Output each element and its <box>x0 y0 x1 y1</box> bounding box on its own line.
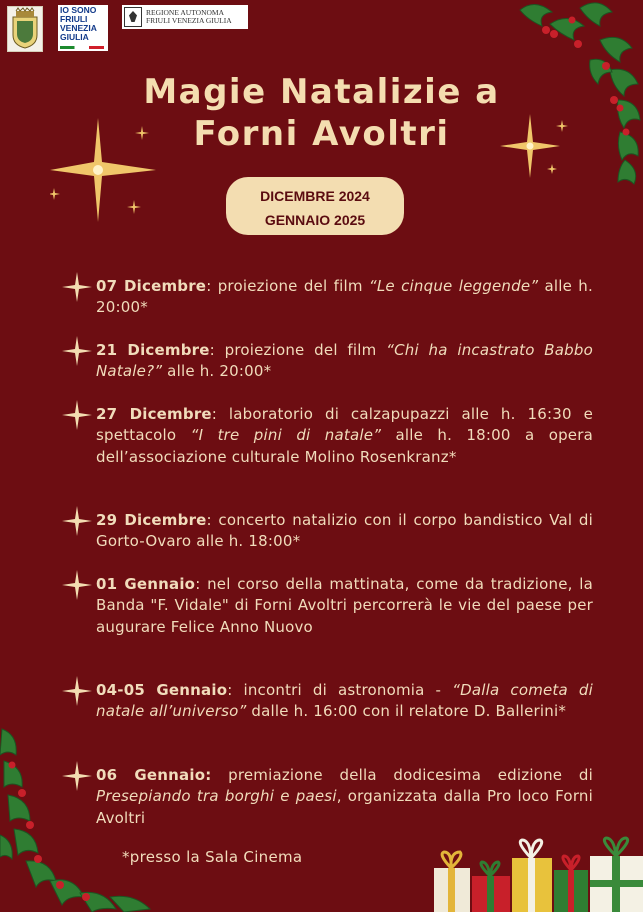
fvg-logo <box>58 5 108 51</box>
event-date: 27 Dicembre <box>96 405 212 423</box>
event-time: alle h. 20:00* <box>96 277 593 317</box>
event-text: : concerto natalizio con il corpo bandistico Val di Gorto-Ovaro alle h. 18:00* <box>96 511 593 551</box>
event-text: : laboratorio di calzapupazzi alle h. 16:30 e spettacolo <box>96 405 593 445</box>
footnote: *presso la Sala Cinema <box>122 848 303 866</box>
event-time: dalle h. 16:00 con il relatore D. Ballerini* <box>246 702 567 721</box>
bullet-sparkle-icon <box>62 336 92 366</box>
event-date: 21 Dicembre <box>96 341 210 359</box>
event-item <box>96 574 593 638</box>
event-date: 29 Dicembre <box>96 511 207 529</box>
event-title: “Chi ha incastrato Babbo Natale?” <box>96 341 593 381</box>
bullet-sparkle-icon <box>62 272 92 302</box>
bullet-sparkle-icon <box>62 676 92 706</box>
event-date: 07 Dicembre <box>96 277 207 295</box>
event-text: premiazione della dodicesima edizione di <box>211 766 593 784</box>
italian-flag-stripe <box>60 46 104 49</box>
event-title: “I tre pini di natale” <box>190 426 382 445</box>
region-logo <box>122 5 248 29</box>
fvg-logo-text: IO SONO FRIULI VENEZIA GIULIA <box>60 5 97 42</box>
event-title: “Le cinque leggende” <box>368 277 539 295</box>
date-badge <box>226 177 404 235</box>
event-item <box>96 340 593 383</box>
region-eagle-icon <box>124 7 142 27</box>
event-item <box>96 404 593 468</box>
region-logo-text: REGIONE AUTONOMA FRIULI VENEZIA GIULIA <box>146 8 232 25</box>
event-date: 04-05 Gennaio <box>96 681 228 699</box>
event-text: , organizzata dalla Pro loco Forni Avoltri <box>96 787 593 827</box>
event-text: : proiezione del film <box>206 277 369 295</box>
event-item <box>96 765 593 829</box>
event-time: alle h. 20:00* <box>162 362 272 381</box>
bullet-sparkle-icon <box>62 400 92 430</box>
event-title: “Dalla cometa di natale all’universo” <box>96 681 593 721</box>
date-badge-line1: DICEMBRE 2024 <box>260 188 370 204</box>
event-item <box>96 680 593 723</box>
page-title-line2: Forni Avoltri <box>193 114 450 154</box>
event-date: 06 Gennaio: <box>96 766 212 784</box>
event-time: alle h. 18:00 a opera dell’associazione culturale Molino Rosenkranz* <box>96 426 593 466</box>
event-title: Presepiando tra borghi e paesi <box>96 787 337 806</box>
event-item <box>96 276 593 319</box>
event-date: 01 Gennaio <box>96 575 196 593</box>
municipal-crest-icon <box>7 6 43 52</box>
event-text: : incontri di astronomia - <box>227 681 453 699</box>
event-text: : nel corso della mattinata, come da tradizione, la Banda "F. Vidale" di Forni Avoltri percorrerà le vie del paese per augurare Felice Anno Nuovo <box>96 575 593 636</box>
date-badge-line2: GENNAIO 2025 <box>264 212 366 228</box>
gift-boxes-icon <box>430 836 643 912</box>
page-title-line1: Magie Natalizie a <box>143 72 500 112</box>
bullet-sparkle-icon <box>62 506 92 536</box>
event-item <box>96 510 593 553</box>
bullet-sparkle-icon <box>62 761 92 791</box>
bullet-sparkle-icon <box>62 570 92 600</box>
event-text: : proiezione del film <box>209 341 387 359</box>
